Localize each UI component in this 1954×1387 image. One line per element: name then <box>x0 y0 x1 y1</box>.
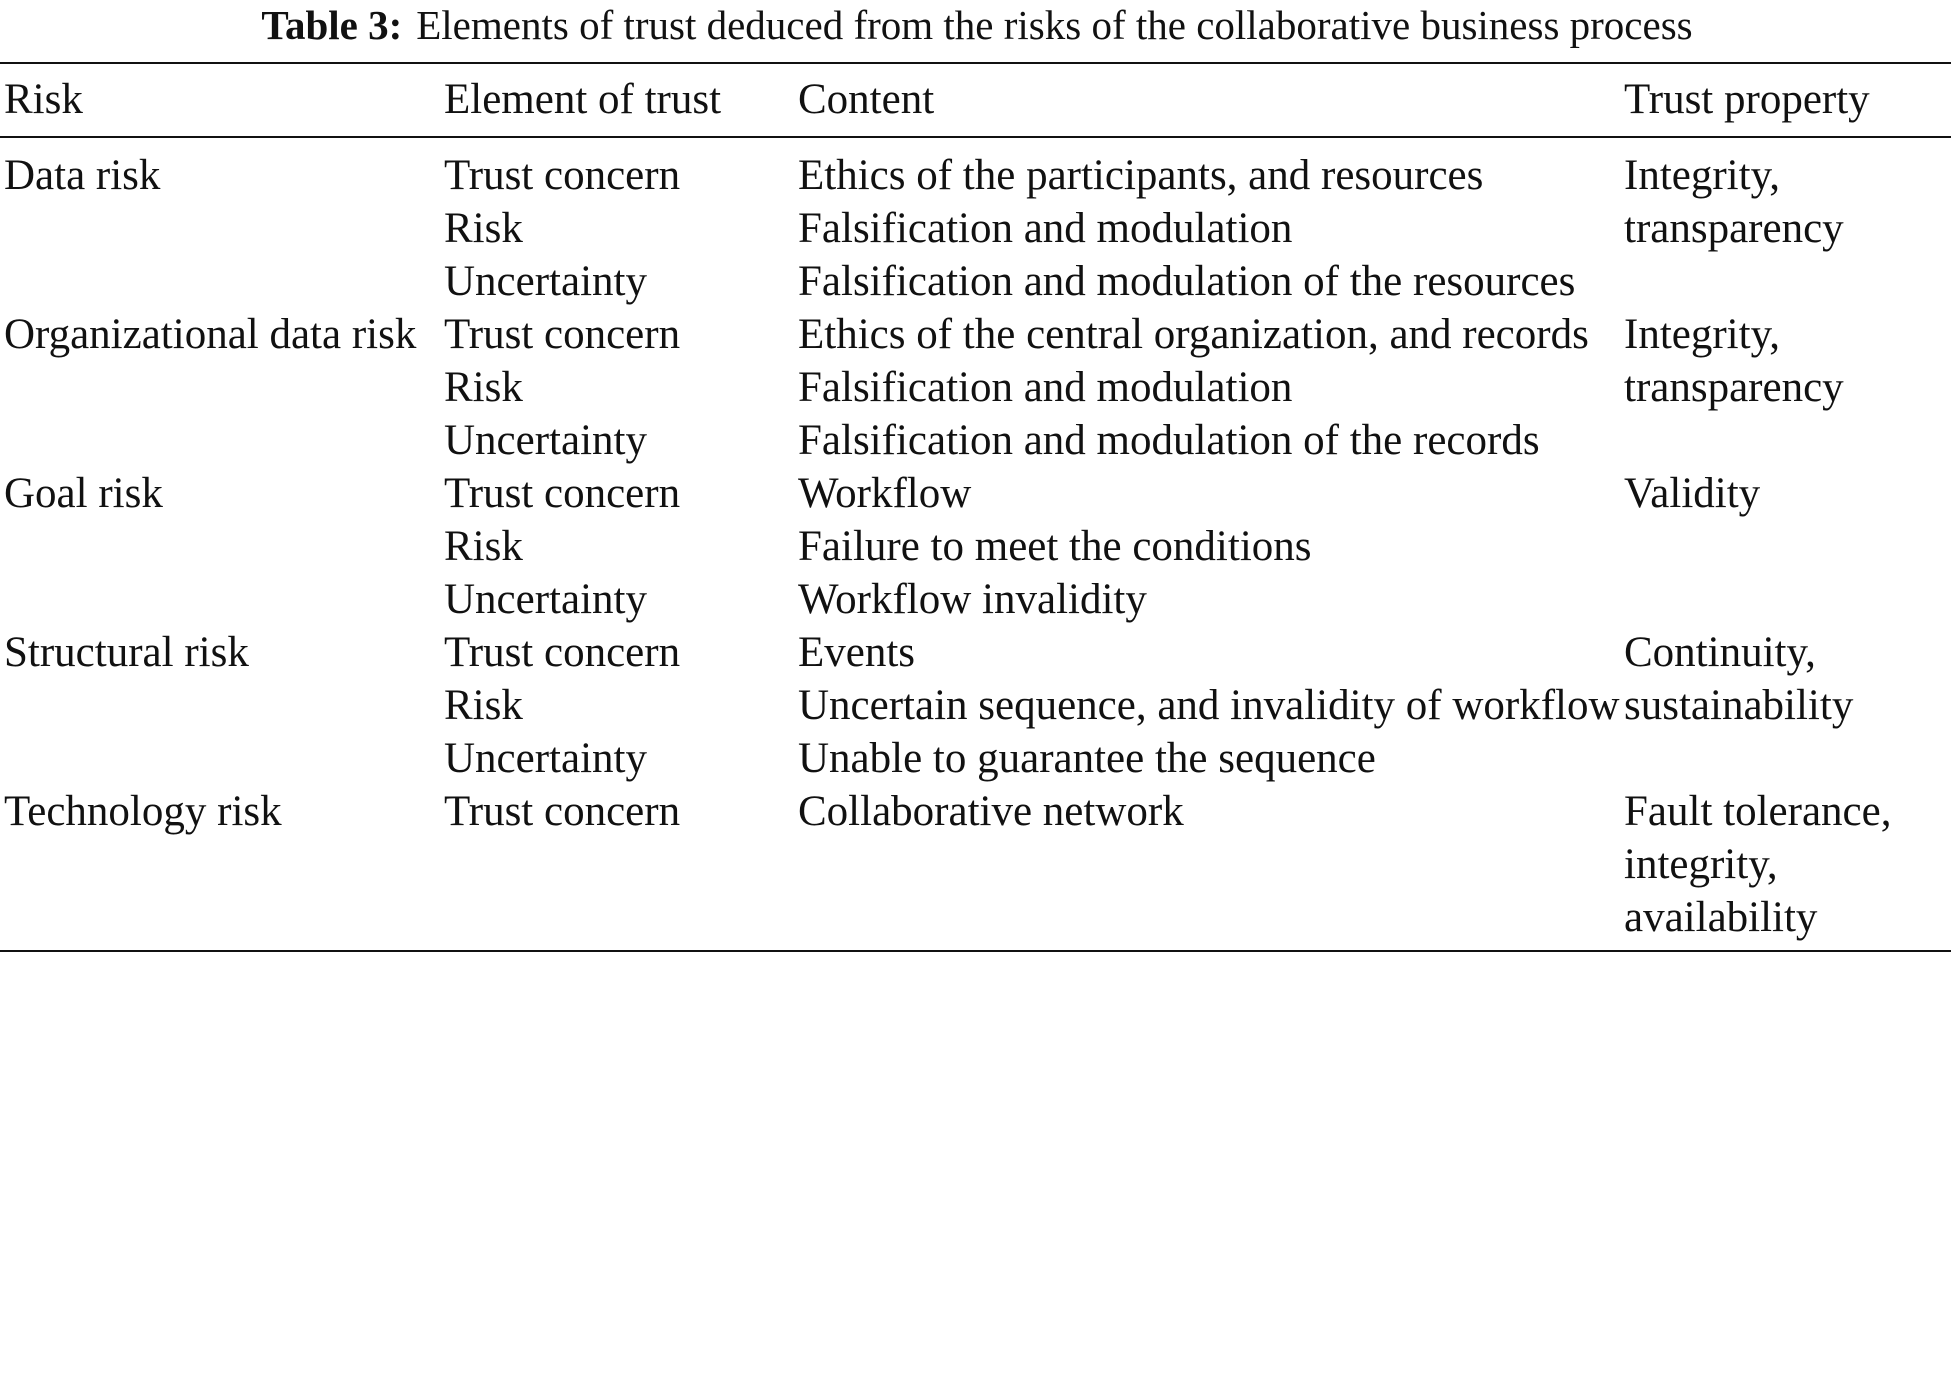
content-cell: Falsification and modulation of the resources <box>798 258 1576 305</box>
table-caption-label: Table 3: <box>261 2 403 48</box>
header-risk: Risk <box>0 63 440 137</box>
trust-property-cell: Integrity, transparency <box>1624 152 1844 252</box>
element-cell: Uncertainty <box>444 576 647 623</box>
trust-property-cell: Fault tolerance, integrity, availability <box>1624 788 1892 941</box>
content-cell: Failure to meet the conditions <box>798 523 1312 570</box>
element-cell: Trust concern <box>444 470 681 517</box>
header-element-of-trust: Element of trust <box>440 63 794 137</box>
element-cell: Risk <box>444 205 523 252</box>
element-cell: Uncertainty <box>444 735 647 782</box>
element-cell: Uncertainty <box>444 258 647 305</box>
element-cell: Trust concern <box>444 788 681 835</box>
content-cell: Ethics of the participants, and resources <box>798 152 1484 199</box>
table-row <box>0 467 1951 520</box>
content-cell: Workflow <box>798 470 972 517</box>
element-cell: Risk <box>444 523 523 570</box>
header-trust-property: Trust property <box>1620 63 1951 137</box>
trust-elements-table <box>0 62 1951 952</box>
content-cell: Unable to guarantee the sequence <box>798 735 1376 782</box>
element-cell: Risk <box>444 364 523 411</box>
trust-property-cell: Continuity, sustainability <box>1624 629 1854 729</box>
content-cell: Falsification and modulation <box>798 205 1293 252</box>
content-cell: Ethics of the central organization, and records <box>798 311 1589 358</box>
content-cell: Events <box>798 629 916 676</box>
risk-cell: Structural risk <box>4 629 249 676</box>
header-row <box>0 63 1951 137</box>
table-caption <box>0 0 1954 52</box>
risk-cell: Goal risk <box>4 470 163 517</box>
element-cell: Trust concern <box>444 629 681 676</box>
table-caption-text: Elements of trust deduced from the risks of the collaborative business process <box>416 2 1693 48</box>
risk-cell: Data risk <box>4 152 161 199</box>
element-cell: Trust concern <box>444 152 681 199</box>
element-cell: Trust concern <box>444 311 681 358</box>
table-row <box>0 785 1951 951</box>
content-cell: Uncertain sequence, and invalidity of workflow <box>798 682 1620 729</box>
content-cell: Falsification and modulation <box>798 364 1293 411</box>
element-cell: Uncertainty <box>444 417 647 464</box>
element-cell: Risk <box>444 682 523 729</box>
table-row <box>0 308 1951 361</box>
header-content: Content <box>794 63 1620 137</box>
content-cell: Falsification and modulation of the records <box>798 417 1540 464</box>
risk-cell: Organizational data risk <box>4 311 417 358</box>
table-row <box>0 137 1951 202</box>
trust-property-cell: Validity <box>1624 470 1761 517</box>
trust-property-cell: Integrity, transparency <box>1624 311 1844 411</box>
table-row <box>0 626 1951 679</box>
content-cell: Workflow invalidity <box>798 576 1147 623</box>
content-cell: Collaborative network <box>798 788 1184 835</box>
risk-cell: Technology risk <box>4 788 282 835</box>
